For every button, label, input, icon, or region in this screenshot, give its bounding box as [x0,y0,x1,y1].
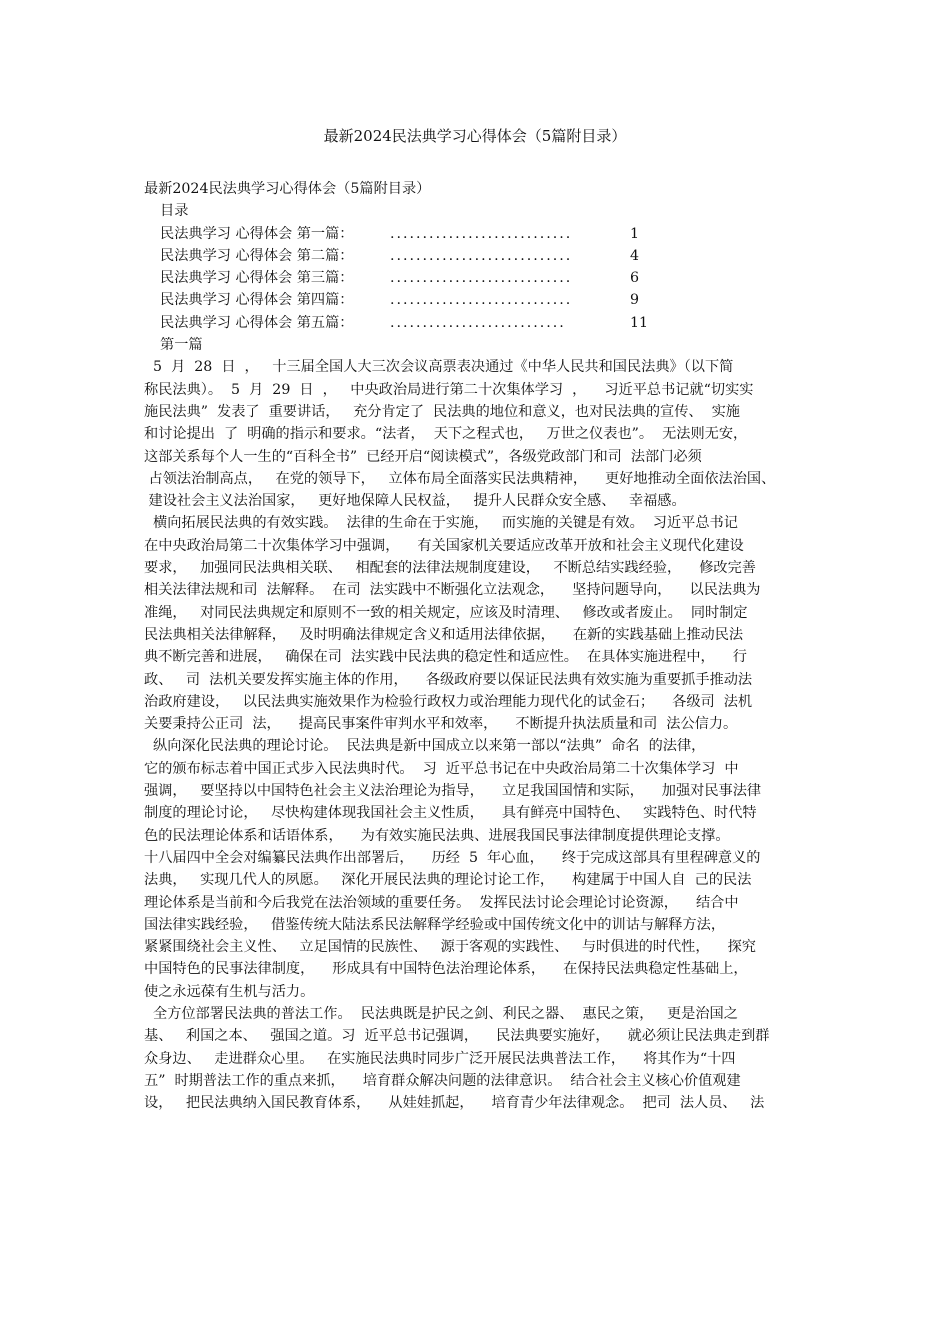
text-line: 关要秉持公正司 法， 提高民事案件审判水平和效率， 不断提升执法质量和司 法公信力。 [144,716,738,733]
text-line: 占领法治制高点， 在党的领导下， 立体布局全面落实民法典精神， 更好地推动全面依法治国、 [144,470,776,487]
text-line: 典不断完善和进展， 确保在司 法实践中民法典的稳定性和适应性。 在具体实施进程中， 行 [144,649,747,666]
text-line: 五” 时期普法工作的重点来抓， 培育群众解决问题的法律意识。 结合社会主义核心价值观建 [144,1072,741,1089]
text-line: 它的颁布标志着中国正式步入民法典时代。 习 近平总书记在中央政治局第二十次集体学习 中 [144,760,739,777]
toc-entry-label: 民法典学习 心得体会 第二篇： [160,247,354,264]
text-line: 纵向深化民法典的理论讨论。 民法典是新中国成立以来第一部以“法典” 命名 的法律， [144,738,706,755]
text-line: 和讨论提出 了 明确的指示和要求。“法者， 天下之程式也， 万世之仪表也”。 无法则无安， [144,426,748,443]
text-line: 基、 利国之本、 强国之道。习 近平总书记强调， 民法典要实施好， 就必须让民法典走到群 [144,1028,770,1045]
text-line: 称民法典）。 5 月 29 日 ， 中央政治局进行第二十次集体学习 ， 习近平总书记就“切实实 [144,381,754,398]
toc-entry[interactable] [144,267,824,289]
text-line: 色的民法理论体系和话语体系， 为有效实施民法典、进展我国民事法律制度提供理论支撑。 [144,827,730,844]
toc-entry-label: 民法典学习 心得体会 第四篇： [160,292,354,309]
text-line: 治政府建设， 以民法典实施效果作为检验行政权力或治理能力现代化的试金石； 各级司 法机 [144,693,753,710]
page-title: 最新2024民法典学习心得体会（5篇附目录） [323,127,627,145]
text-line: 这部关系每个人一生的“百科全书” 已经开启“阅读模式”，各级党政部门和司 法部门必须 [144,448,702,465]
toc-entry-page: 4 [630,247,640,264]
text-line: 准绳， 对同民法典规定和原则不一致的相关规定，应该及时清理、 修改或者废止。 同时制定 [144,604,748,621]
document-title: 最新2024民法典学习心得体会（5篇附目录） [144,181,431,197]
toc-list [144,223,824,334]
text-line: 在中央政治局第二十次集体学习中强调， 有关国家机关要适应改革开放和社会主义现代化建设 [144,537,744,554]
text-line: 要求， 加强同民法典相关联、 相配套的法律法规制度建设， 不断总结实践经验， 修改完善 [144,560,756,577]
text-line: 设， 把民法典纳入国民教育体系， 从娃娃抓起， 培育青少年法律观念。 把司 法人员、 法 [144,1095,765,1112]
text-line: 法典， 实现几代人的夙愿。 深化开展民法典的理论讨论工作， 构建属于中国人自 己的民法 [144,872,752,889]
toc-entry-leader: ............................ [390,225,573,242]
text-line: 强调， 要坚持以中国特色社会主义法治理论为指导， 立足我国国情和实际， 加强对民事法律 [144,783,762,800]
toc-entry-page: 11 [630,314,649,331]
toc-entry[interactable] [144,245,824,267]
text-line: 施民法典” 发表了 重要讲话， 充分肯定了 民法典的地位和意义，也对民法典的宣传、 实施 [144,403,740,420]
text-line: 制度的理论讨论， 尽快构建体现我国社会主义性质， 具有鲜亮中国特色、 实践特色、时代特 [144,805,757,822]
section-heading: 第一篇 [160,337,203,354]
toc-entry-leader: ............................ [390,292,573,309]
toc-entry-label: 民法典学习 心得体会 第五篇： [160,314,354,331]
toc-entry-leader: ........................... [390,314,566,331]
toc-entry-leader: ............................ [390,247,573,264]
text-line: 民法典相关法律解释， 及时明确法律规定含义和适用法律依据， 在新的实践基础上推动民法 [144,626,744,643]
body-text [144,356,824,1114]
text-line: 众身边、 走进群众心里。 在实施民法典时同步广泛开展民法典普法工作， 将其作为“十四 [144,1050,736,1067]
toc-entry-leader: ............................ [390,270,573,287]
text-line: 使之永远葆有生机与活力。 [144,983,315,1000]
text-line: 相关法律法规和司 法解释。 在司 法实践中不断强化立法观念， 坚持问题导向， 以民法典为 [144,582,761,599]
toc-entry[interactable] [144,289,824,311]
toc-heading: 目录 [160,203,189,220]
toc-entry-label: 民法典学习 心得体会 第一篇： [160,225,354,242]
text-line: 政、 司 法机关要发挥实施主体的作用， 各级政府要以保证民法典有效实施为重要抓手推动法 [144,671,753,688]
text-line: 建设社会主义法治国家， 更好地保障人民权益， 提升人民群众安全感、 幸福感。 [144,493,686,510]
text-line: 十八届四中全会对编纂民法典作出部署后， 历经 5 年心血， 终于完成这部具有里程碑意义的 [144,849,761,866]
toc-entry[interactable] [144,312,824,334]
text-line: 中国特色的民事法律制度， 形成具有中国特色法治理论体系， 在保持民法典稳定性基础上， [144,961,748,978]
toc-entry-page: 1 [630,225,640,242]
text-line: 横向拓展民法典的有效实践。 法律的生命在于实施， 而实施的关键是有效。 习近平总书记 [144,515,738,532]
text-line: 紧紧围绕社会主义性、 立足国情的民族性、 源于客观的实践性、 与时俱进的时代性， 探究 [144,939,756,956]
toc-entry-label: 民法典学习 心得体会 第三篇： [160,270,354,287]
toc-entry-page: 6 [630,270,640,287]
text-line: 5 月 28 日 ， 十三届全国人大三次会议高票表决通过《中华人民共和国民法典》（以下简 [144,359,734,376]
toc-entry[interactable] [144,223,824,245]
toc-entry-page: 9 [630,292,640,309]
document-body [144,178,824,1114]
text-line: 理论体系是当前和今后我党在法治领域的重要任务。 发挥民法讨论会理论讨论资源， 结合中 [144,894,739,911]
text-line: 全方位部署民法典的普法工作。 民法典既是护民之剑、利民之器、 惠民之策， 更是治国之 [144,1005,738,1022]
text-line: 国法律实践经验， 借鉴传统大陆法系民法解释学经验或中国传统文化中的训诂与解释方法， [144,916,726,933]
